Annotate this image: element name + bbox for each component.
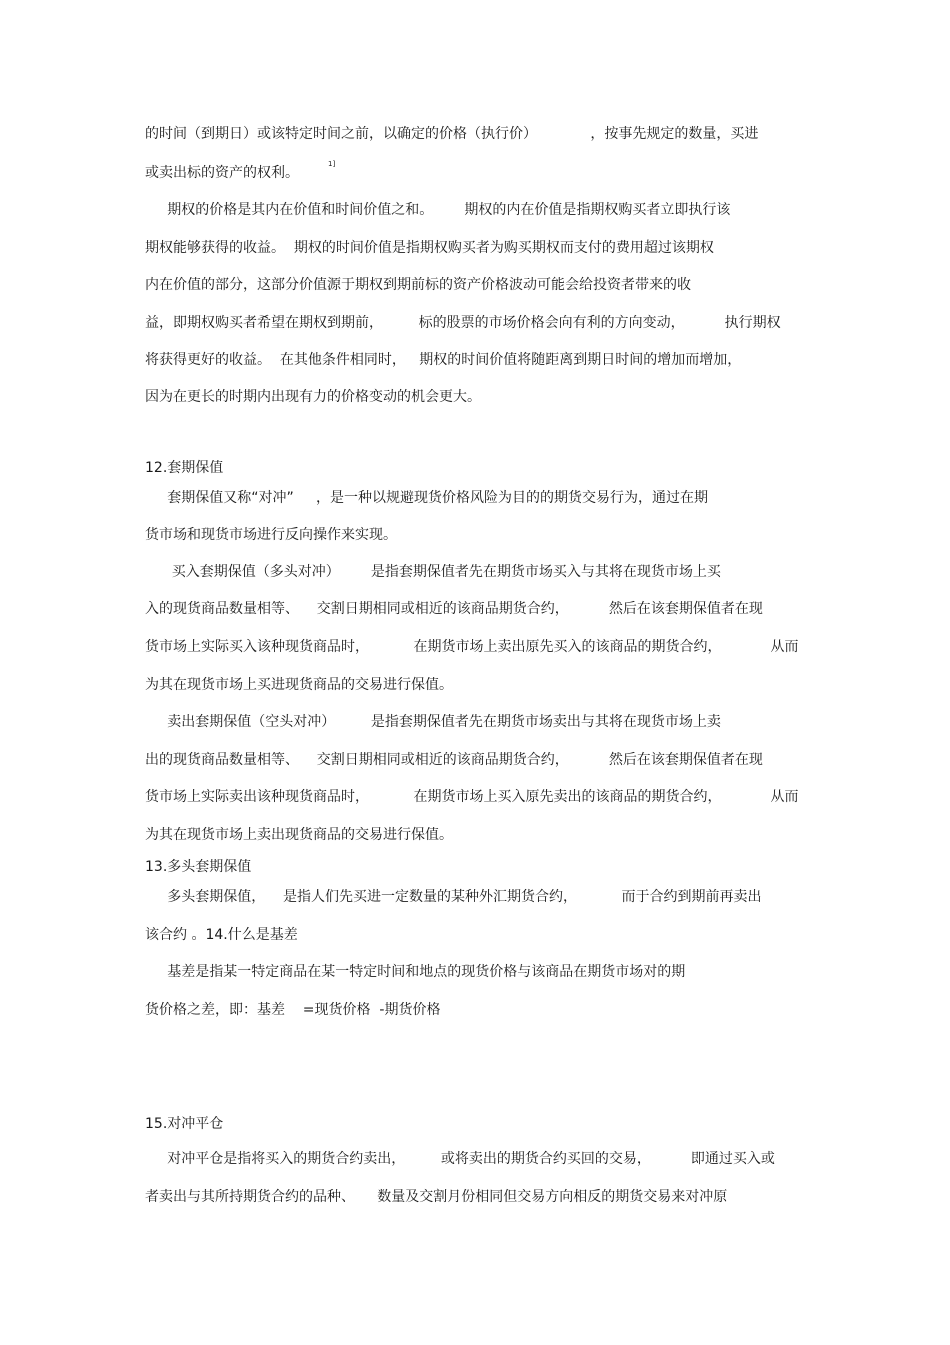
text-line: 套期保值又称“对冲” ，是一种以规避现货价格风险为目的的期货交易行为，通过在期	[145, 490, 709, 506]
text-line: 或卖出标的资产的权利。	[145, 165, 299, 181]
text-line: 内在价值的部分，这部分价值源于期权到期前标的资产价格波动可能会给投资者带来的收	[145, 277, 691, 293]
text-line: 出的现货商品数量相等、 交割日期相同或相近的该商品期货合约， 然后在该套期保值者在现	[145, 752, 763, 768]
text-line: 买入套期保值（多头对冲） 是指套期保值者先在期货市场买入与其将在现货市场上买	[145, 564, 721, 580]
text-line: 期权的价格是其内在价值和时间价值之和。 期权的内在价值是指期权购买者立即执行该	[145, 202, 731, 218]
text-line: 的时间（到期日）或该特定时间之前，以确定的价格（执行价） ，按事先规定的数量，买进	[145, 126, 759, 142]
text-line: 者卖出与其所持期货合约的品种、 数量及交割月份相同但交易方向相反的期货交易来对冲原	[145, 1189, 728, 1205]
section-heading: 12.套期保值	[145, 460, 224, 476]
text-line: 货市场和现货市场进行反向操作来实现。	[145, 527, 397, 543]
text-line: 多头套期保值， 是指人们先买进一定数量的某种外汇期货合约， 而于合约到期前再卖出	[145, 889, 762, 905]
text-line: 卖出套期保值（空头对冲） 是指套期保值者先在期货市场卖出与其将在现货市场上卖	[145, 714, 721, 730]
text-line: 该合约 。14.什么是基差	[145, 927, 298, 943]
text-line: 货价格之差，即：基差 =现货价格 -期货价格	[145, 1002, 441, 1018]
section-heading: 15.对冲平仓	[145, 1116, 224, 1132]
section-heading: 13.多头套期保值	[145, 859, 252, 875]
text-line: 对冲平仓是指将买入的期货合约卖出， 或将卖出的期货合约买回的交易， 即通过买入或	[145, 1151, 775, 1167]
text-line: 货市场上实际卖出该种现货商品时， 在期货市场上买入原先卖出的该商品的期货合约， 从而	[145, 789, 799, 805]
text-line: 期权能够获得的收益。 期权的时间价值是指期权购买者为购买期权而支付的费用超过该期权	[145, 240, 714, 256]
text-line: 因为在更长的时期内出现有力的价格变动的机会更大。	[145, 389, 481, 405]
footnote-marker: 1]	[328, 160, 336, 168]
text-line: 益，即期权购买者希望在期权到期前， 标的股票的市场价格会向有利的方向变动， 执行期权	[145, 315, 781, 331]
text-line: 入的现货商品数量相等、 交割日期相同或相近的该商品期货合约， 然后在该套期保值者在现	[145, 601, 763, 617]
text-line: 货市场上实际买入该种现货商品时， 在期货市场上卖出原先买入的该商品的期货合约， 从而	[145, 639, 799, 655]
text-line: 将获得更好的收益。 在其他条件相同时， 期权的时间价值将随距离到期日时间的增加而增加，	[145, 352, 742, 368]
text-line: 为其在现货市场上买进现货商品的交易进行保值。	[145, 677, 453, 693]
text-line: 基差是指某一特定商品在某一特定时间和地点的现货价格与该商品在期货市场对的期	[145, 964, 686, 980]
text-line: 为其在现货市场上卖出现货商品的交易进行保值。	[145, 827, 453, 843]
